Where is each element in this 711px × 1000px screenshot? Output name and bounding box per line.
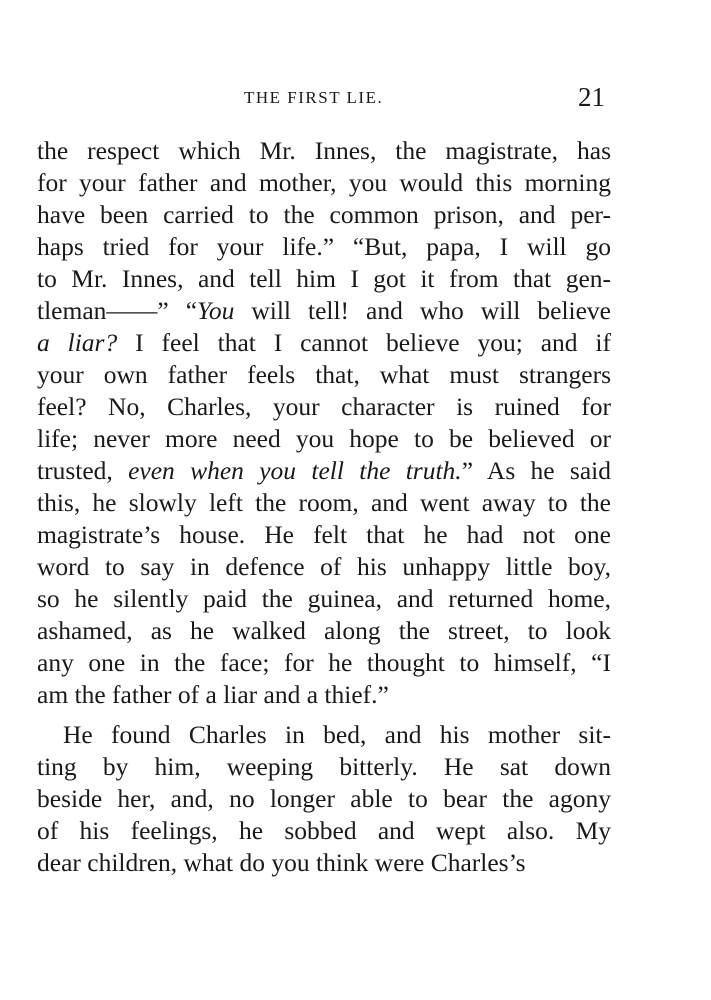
paragraph-gap [37, 711, 611, 719]
text-line [37, 231, 611, 263]
page-number: 21 [578, 82, 605, 112]
text-line [37, 783, 611, 815]
text-run: for your father and mother, you would this morning [37, 168, 611, 197]
text-line [37, 815, 611, 847]
body-text [37, 135, 611, 879]
text-run: word to say in defence of his unhappy little boy, [37, 552, 611, 581]
italic-text-run: even when you tell the truth. [128, 456, 462, 485]
running-head [0, 84, 711, 114]
text-line [37, 615, 611, 647]
running-title: THE FIRST LIE. [244, 88, 384, 107]
text-run: will tell! and who will believe [234, 296, 611, 325]
text-line [37, 519, 611, 551]
text-line [37, 647, 611, 679]
text-run: ashamed, as he walked along the street, to look [37, 616, 611, 645]
text-line [37, 455, 611, 487]
text-run: He found Charles in bed, and his mother sit- [63, 720, 611, 749]
text-run: trusted, [37, 456, 129, 485]
text-run: I feel that I cannot believe you; and if [117, 328, 611, 357]
text-line [37, 135, 611, 167]
text-line [37, 551, 611, 583]
text-line [37, 751, 611, 783]
text-line [37, 679, 611, 711]
text-line [37, 199, 611, 231]
italic-text-run: a liar? [37, 328, 118, 357]
text-line [37, 719, 611, 751]
text-run: haps tried for your life.” “But, papa, I will go [37, 232, 611, 261]
paragraph [37, 719, 611, 879]
text-run: any one in the face; for he thought to himself, “I [37, 648, 611, 677]
text-run: tleman——” “ [37, 296, 198, 325]
text-line [37, 423, 611, 455]
text-run: ” As he said [461, 456, 612, 485]
text-run: to Mr. Innes, and tell him I got it from that gen- [37, 264, 611, 293]
text-run: have been carried to the common prison, and per- [37, 200, 611, 229]
text-run: your own father feels that, what must strangers [37, 360, 611, 389]
text-run: of his feelings, he sobbed and wept also. My [37, 816, 611, 845]
text-run: dear children, what do you think were Charles’s [37, 848, 526, 877]
text-run: am the father of a liar and a thief.” [37, 680, 389, 709]
text-run: the respect which Mr. Innes, the magistrate, has [37, 136, 611, 165]
text-run: so he silently paid the guinea, and returned home, [37, 584, 611, 613]
text-line [37, 487, 611, 519]
text-line [37, 167, 611, 199]
text-run: feel? No, Charles, your character is ruined for [37, 392, 611, 421]
text-run: ting by him, weeping bitterly. He sat down [37, 752, 611, 781]
paragraph [37, 135, 611, 711]
text-run: magistrate’s house. He felt that he had not one [37, 520, 611, 549]
text-line [37, 327, 611, 359]
text-line [37, 295, 611, 327]
text-run: life; never more need you hope to be believed or [37, 424, 611, 453]
text-line [37, 263, 611, 295]
text-line [37, 391, 611, 423]
text-line [37, 359, 611, 391]
italic-text-run: You [197, 296, 235, 325]
text-run: this, he slowly left the room, and went away to the [37, 488, 611, 517]
text-line [37, 847, 611, 879]
text-line [37, 583, 611, 615]
text-run: beside her, and, no longer able to bear the agony [37, 784, 611, 813]
